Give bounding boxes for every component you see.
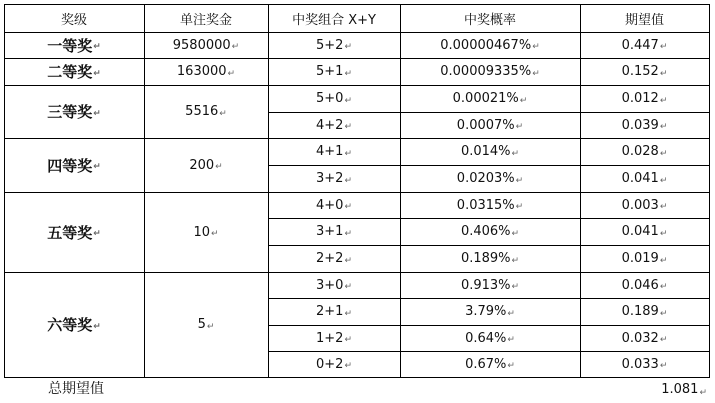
prize-sixth: 5 ↵: [197, 317, 215, 332]
header-prize: 单注奖金: [179, 12, 232, 28]
tier-sixth: 六等奖 ↵: [47, 316, 101, 334]
paragraph-mark-icon: ↵: [511, 255, 520, 266]
probability-cell: 0.00000467% ↵: [440, 37, 540, 53]
combo-cell: 5+1 ↵: [316, 64, 352, 79]
combo-cell: 3+1 ↵: [316, 224, 352, 239]
paragraph-mark-icon: ↵: [93, 42, 101, 52]
tier-fourth: 四等奖 ↵: [47, 156, 101, 175]
probability-cell: 0.00009335% ↵: [440, 64, 540, 79]
tier-second: 二等奖 ↵: [47, 63, 101, 81]
paragraph-mark-icon: ↵: [659, 335, 668, 345]
paragraph-mark-icon: ↵: [659, 148, 668, 159]
combo-cell: 4+1 ↵: [316, 144, 352, 159]
probability-cell: 0.913% ↵: [460, 277, 520, 293]
paragraph-mark-icon: ↵: [93, 229, 101, 239]
prize-first: 9580000 ↵: [172, 37, 240, 53]
probability-cell: 0.406% ↵: [460, 224, 520, 239]
paragraph-mark-icon: ↵: [344, 361, 352, 371]
combo-cell: 4+0 ↵: [316, 197, 352, 213]
header-tier: 奖级: [60, 12, 87, 28]
paragraph-mark-icon: ↵: [344, 42, 352, 52]
probability-cell: 0.189% ↵: [460, 251, 520, 266]
paragraph-mark-icon: ↵: [344, 335, 352, 345]
paragraph-mark-icon: ↵: [93, 162, 101, 172]
paragraph-mark-icon: ↵: [507, 308, 515, 319]
paragraph-mark-icon: ↵: [659, 68, 668, 79]
header-combo: 中奖组合 X+Y: [292, 12, 376, 28]
paragraph-mark-icon: ↵: [215, 162, 223, 172]
expectation-cell: 0.003 ↵: [621, 197, 668, 213]
expectation-cell: 0.447 ↵: [621, 37, 668, 53]
combo-cell: 5+0 ↵: [316, 91, 352, 106]
paragraph-mark-icon: ↵: [93, 68, 101, 79]
tier-fifth: 五等奖 ↵: [47, 223, 101, 242]
probability-cell: 0.0315% ↵: [456, 197, 524, 213]
prize-fourth: 200 ↵: [189, 157, 223, 173]
combo-cell: 2+1 ↵: [316, 304, 352, 319]
probability-cell: 0.0203% ↵: [456, 171, 524, 186]
paragraph-mark-icon: ↵: [219, 108, 227, 119]
paragraph-mark-icon: ↵: [344, 228, 352, 239]
paragraph-mark-icon: ↵: [93, 108, 101, 119]
expectation-cell: 0.019 ↵: [621, 251, 668, 266]
prize-fifth: 10 ↵: [193, 224, 219, 240]
combo-cell: 2+2 ↵: [316, 251, 352, 266]
combo-cell: 0+2 ↵: [316, 356, 352, 372]
paragraph-mark-icon: ↵: [344, 308, 352, 319]
paragraph-mark-icon: ↵: [344, 148, 352, 159]
paragraph-mark-icon: ↵: [344, 95, 352, 106]
expectation-cell: 0.041 ↵: [621, 224, 668, 239]
combo-cell: 1+2 ↵: [316, 330, 352, 346]
paragraph-mark-icon: ↵: [344, 255, 352, 266]
paragraph-mark-icon: ↵: [659, 122, 668, 132]
combo-cell: 3+0 ↵: [316, 277, 352, 293]
paragraph-mark-icon: ↵: [93, 321, 101, 332]
paragraph-mark-icon: ↵: [515, 122, 524, 132]
paragraph-mark-icon: ↵: [511, 228, 520, 239]
prize-second: 163000 ↵: [176, 64, 236, 79]
combo-cell: 5+2 ↵: [316, 37, 352, 53]
expectation-cell: 0.033 ↵: [621, 356, 668, 372]
paragraph-mark-icon: ↵: [206, 321, 215, 332]
paragraph-mark-icon: ↵: [344, 122, 352, 132]
expectation-cell: 0.028 ↵: [621, 144, 668, 159]
paragraph-mark-icon: ↵: [659, 202, 668, 212]
combo-cell: 3+2 ↵: [316, 171, 352, 186]
paragraph-mark-icon: ↵: [659, 175, 668, 186]
paragraph-mark-icon: ↵: [507, 361, 515, 371]
table-border-bottom: [4, 377, 710, 378]
expectation-cell: 0.189 ↵: [621, 304, 668, 319]
paragraph-mark-icon: ↵: [344, 68, 352, 79]
paragraph-mark-icon: ↵: [659, 228, 668, 239]
prize-third: 5516 ↵: [185, 104, 227, 119]
expectation-cell: 0.046 ↵: [621, 277, 668, 293]
probability-cell: 3.79% ↵: [465, 304, 515, 319]
header-expectation: 期望值: [624, 12, 664, 28]
table-border-right: [709, 4, 710, 378]
combo-cell: 4+2 ↵: [316, 117, 352, 133]
paragraph-mark-icon: ↵: [344, 175, 352, 186]
paragraph-mark-icon: ↵: [532, 68, 540, 79]
probability-cell: 0.67% ↵: [465, 356, 515, 372]
paragraph-mark-icon: ↵: [515, 202, 524, 212]
paragraph-mark-icon: ↵: [507, 335, 515, 345]
expectation-cell: 0.012 ↵: [621, 91, 668, 106]
paragraph-mark-icon: ↵: [231, 42, 240, 52]
probability-cell: 0.014% ↵: [460, 144, 520, 159]
tier-third: 三等奖 ↵: [47, 103, 101, 121]
paragraph-mark-icon: ↵: [659, 42, 668, 52]
paragraph-mark-icon: ↵: [659, 361, 668, 371]
paragraph-mark-icon: ↵: [519, 95, 528, 106]
paragraph-mark-icon: ↵: [532, 42, 540, 52]
paragraph-mark-icon: ↵: [344, 202, 352, 212]
probability-cell: 0.00021% ↵: [452, 91, 528, 106]
paragraph-mark-icon: ↵: [227, 68, 236, 79]
paragraph-mark-icon: ↵: [659, 95, 668, 106]
paragraph-mark-icon: ↵: [344, 282, 352, 292]
expectation-cell: 0.039 ↵: [621, 117, 668, 133]
probability-cell: 0.0007% ↵: [456, 117, 524, 133]
paragraph-mark-icon: ↵: [511, 282, 520, 292]
paragraph-mark-icon: ↵: [515, 175, 524, 186]
paragraph-mark-icon: ↵: [699, 388, 707, 398]
paragraph-mark-icon: ↵: [511, 148, 520, 159]
total-expectation-label: 总期望值: [48, 381, 104, 397]
tier-first: 一等奖 ↵: [47, 36, 101, 55]
header-probability: 中奖概率: [463, 12, 516, 28]
expectation-cell: 0.152 ↵: [621, 64, 668, 79]
paragraph-mark-icon: ↵: [659, 255, 668, 266]
paragraph-mark-icon: ↵: [659, 282, 668, 292]
total-expectation-value: 1.081↵: [661, 382, 707, 398]
paragraph-mark-icon: ↵: [659, 308, 668, 319]
expectation-cell: 0.041 ↵: [621, 171, 668, 186]
expectation-cell: 0.032 ↵: [621, 330, 668, 346]
probability-cell: 0.64% ↵: [465, 330, 515, 346]
paragraph-mark-icon: ↵: [211, 229, 219, 239]
